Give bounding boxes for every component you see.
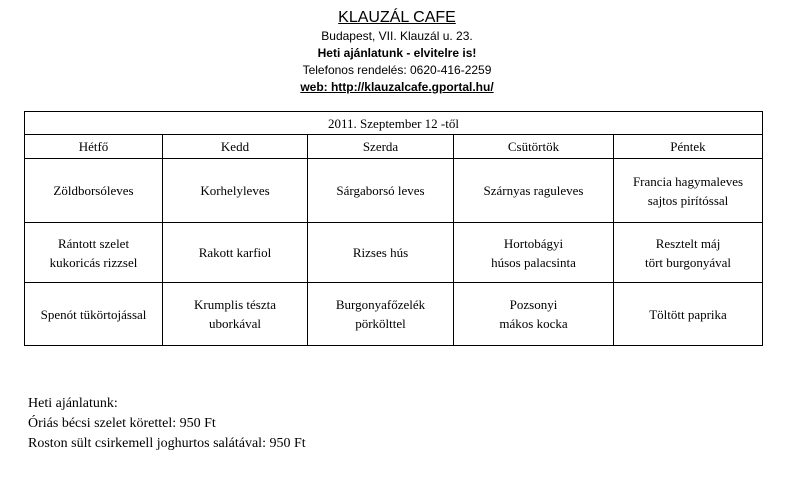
menu-cell: Spenót tükörtojással [25, 283, 163, 346]
cafe-header [0, 8, 794, 96]
menu-cell: Resztelt máj tört burgonyával [614, 223, 763, 283]
day-header-friday: Péntek [614, 135, 763, 159]
menu-cell: Rakott karfiol [163, 223, 308, 283]
day-header-thursday: Csütörtök [454, 135, 614, 159]
offer-line: Heti ajánlatunk - elvitelre is! [317, 46, 477, 60]
menu-cell: Sárgaborsó leves [308, 159, 454, 223]
weekly-offer-section [28, 394, 306, 454]
menu-cell: Korhelyleves [163, 159, 308, 223]
cafe-address: Budapest, VII. Klauzál u. 23. [321, 29, 473, 43]
menu-date: 2011. Szeptember 12 -től [25, 112, 763, 135]
menu-cell: Rizses hús [308, 223, 454, 283]
menu-cell: Rántott szelet kukoricás rizzsel [25, 223, 163, 283]
day-header-tuesday: Kedd [163, 135, 308, 159]
menu-cell: Krumplis tészta uborkával [163, 283, 308, 346]
menu-cell: Zöldborsóleves [25, 159, 163, 223]
menu-cell: Szárnyas raguleves [454, 159, 614, 223]
phone-line: Telefonos rendelés: 0620-416-2259 [302, 63, 492, 77]
menu-row-main-2 [25, 283, 763, 346]
web-link[interactable]: web: http://klauzalcafe.gportal.hu/ [300, 80, 494, 94]
menu-cell: Töltött paprika [614, 283, 763, 346]
menu-cell: Burgonyafőzelék pörkölttel [308, 283, 454, 346]
cafe-title: KLAUZÁL CAFE [338, 9, 456, 26]
menu-cell: Francia hagymaleves sajtos pirítóssal [614, 159, 763, 223]
day-header-wednesday: Szerda [308, 135, 454, 159]
menu-cell: Pozsonyi mákos kocka [454, 283, 614, 346]
menu-cell: Hortobágyi húsos palacsinta [454, 223, 614, 283]
weekly-menu-table [24, 111, 763, 346]
menu-row-main-1 [25, 223, 763, 283]
weekly-offer-item: Óriás bécsi szelet körettel: 950 Ft [28, 416, 216, 431]
day-header-monday: Hétfő [25, 135, 163, 159]
weekly-offer-item: Roston sült csirkemell joghurtos salátával: 950 Ft [28, 436, 306, 451]
menu-row-soup [25, 159, 763, 223]
weekly-offer-heading: Heti ajánlatunk: [28, 396, 118, 411]
